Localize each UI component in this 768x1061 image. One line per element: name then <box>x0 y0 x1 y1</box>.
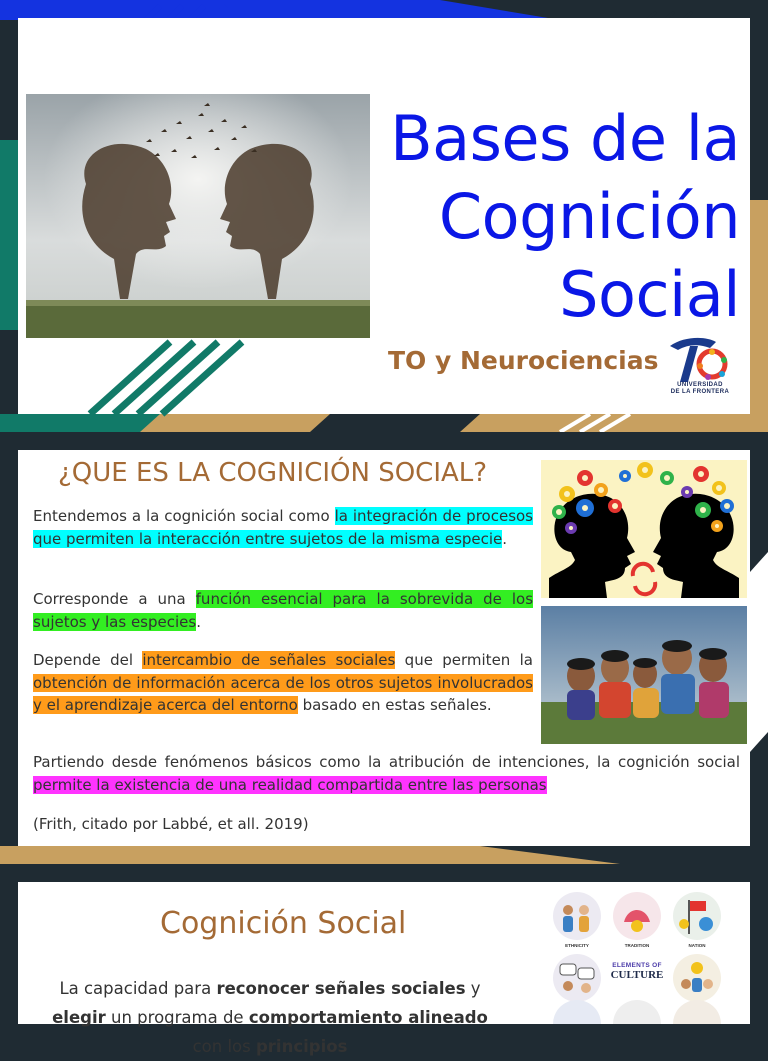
page-title: Bases de la Cognición Social <box>390 102 740 331</box>
partial-icon-1 <box>550 1012 604 1024</box>
paragraph-3: Depende del intercambio de señales sociales que permiten la obtención de información acerca de los otros sujetos involucrados y el aprendizaje acerca del entorno basado en estas señales. <box>33 651 533 714</box>
ethnicity-icon <box>550 892 604 946</box>
section-heading-2: Cognición Social <box>160 906 407 941</box>
belief-icon <box>670 954 724 1008</box>
paragraph-1: Entendemos a la cognición social como la integración de procesos que permiten la interacción entre sujetos de la misma especie. <box>33 507 533 548</box>
tradition-icon <box>610 892 664 946</box>
language-icon <box>550 954 604 1008</box>
paragraph-2: Corresponde a una función esencial para la sobrevida de los sujetos y las especies. <box>33 590 534 631</box>
citation: (Frith, citado por Labbé, et all. 2019) <box>33 815 309 833</box>
icon-label-tradition: TRADITION <box>624 943 650 948</box>
icon-label-ethnicity: ETHNICITY <box>565 943 589 948</box>
icon-label-nation: NATION <box>688 943 706 948</box>
logo-caption: UNIVERSIDAD DE LA FRONTERA <box>670 382 730 395</box>
culture-center-label: ELEMENTS OF CULTURE <box>610 962 664 981</box>
subtitle: TO y Neurociencias <box>388 346 659 375</box>
partial-icon-2 <box>610 1012 664 1024</box>
tree-heads-image <box>26 94 370 338</box>
slide-title <box>0 0 768 432</box>
paragraph-4: Partiendo desde fenómenos básicos como la atribución de intenciones, la cognición social permite la existencia de una realidad compartida entre las personas <box>33 753 740 794</box>
children-photo <box>541 606 747 744</box>
partial-icon-3 <box>670 1012 724 1024</box>
gears-heads-image <box>541 460 747 598</box>
nation-icon <box>670 892 724 946</box>
definition-paragraph: La capacidad para reconocer señales sociales y elegir un programa de comportamiento alineado con los principios <box>52 979 488 1056</box>
section-heading: ¿QUE ES LA COGNICIÓN SOCIAL? <box>58 458 488 488</box>
